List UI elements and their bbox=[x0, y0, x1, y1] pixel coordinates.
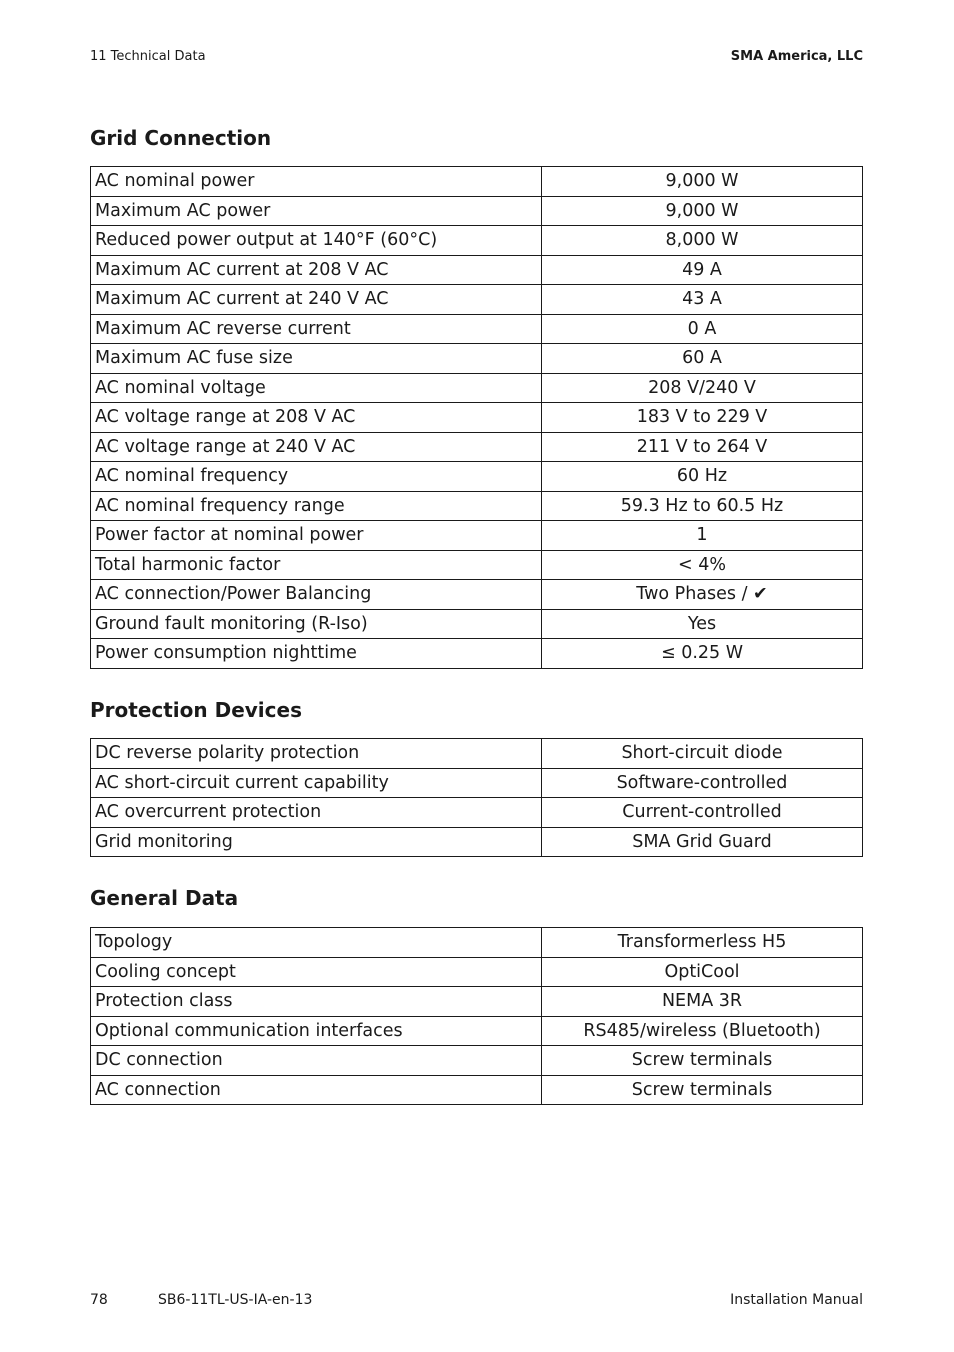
footer-manual-type: Installation Manual bbox=[730, 1292, 863, 1308]
row-value: 59.3 Hz to 60.5 Hz bbox=[542, 491, 863, 521]
row-value: Two Phases / ✔ bbox=[542, 580, 863, 610]
row-value: Screw terminals bbox=[542, 1075, 863, 1105]
protection-devices-title: Protection Devices bbox=[90, 698, 302, 722]
row-value: OptiCool bbox=[542, 957, 863, 987]
grid-connection-table bbox=[90, 166, 863, 669]
footer-page-number: 78 bbox=[90, 1292, 108, 1308]
table-row bbox=[91, 987, 863, 1017]
row-label: AC voltage range at 208 V AC bbox=[91, 403, 542, 433]
row-label: Maximum AC current at 208 V AC bbox=[91, 255, 542, 285]
row-label: Maximum AC fuse size bbox=[91, 344, 542, 374]
row-value: 208 V/240 V bbox=[542, 373, 863, 403]
row-label: Cooling concept bbox=[91, 957, 542, 987]
row-label: AC short-circuit current capability bbox=[91, 768, 542, 798]
row-label: Protection class bbox=[91, 987, 542, 1017]
grid-connection-rows bbox=[91, 167, 863, 669]
table-row bbox=[91, 314, 863, 344]
header-company-name: SMA America, LLC bbox=[730, 49, 863, 64]
table-row bbox=[91, 739, 863, 769]
row-value: Yes bbox=[542, 609, 863, 639]
row-label: AC nominal power bbox=[91, 167, 542, 197]
table-row bbox=[91, 196, 863, 226]
table-row bbox=[91, 521, 863, 551]
row-label: AC voltage range at 240 V AC bbox=[91, 432, 542, 462]
row-value: 9,000 W bbox=[542, 196, 863, 226]
table-row bbox=[91, 167, 863, 197]
row-label: Maximum AC reverse current bbox=[91, 314, 542, 344]
row-label: Ground fault monitoring (R-Iso) bbox=[91, 609, 542, 639]
row-value: 43 A bbox=[542, 285, 863, 315]
table-row bbox=[91, 373, 863, 403]
row-value: 1 bbox=[542, 521, 863, 551]
row-value: 0 A bbox=[542, 314, 863, 344]
protection-devices-table bbox=[90, 738, 863, 857]
table-row bbox=[91, 255, 863, 285]
table-row bbox=[91, 432, 863, 462]
row-value: Short-circuit diode bbox=[542, 739, 863, 769]
row-label: Total harmonic factor bbox=[91, 550, 542, 580]
row-value: ≤ 0.25 W bbox=[542, 639, 863, 669]
table-row bbox=[91, 550, 863, 580]
row-label: Topology bbox=[91, 928, 542, 958]
table-row bbox=[91, 344, 863, 374]
row-label: AC nominal frequency range bbox=[91, 491, 542, 521]
table-row bbox=[91, 768, 863, 798]
row-value: Current-controlled bbox=[542, 798, 863, 828]
row-value: 60 A bbox=[542, 344, 863, 374]
table-row bbox=[91, 827, 863, 857]
grid-connection-title: Grid Connection bbox=[90, 126, 272, 150]
row-label: AC nominal voltage bbox=[91, 373, 542, 403]
row-value: Screw terminals bbox=[542, 1046, 863, 1076]
row-label: Grid monitoring bbox=[91, 827, 542, 857]
row-label: Power factor at nominal power bbox=[91, 521, 542, 551]
table-row bbox=[91, 609, 863, 639]
row-label: DC connection bbox=[91, 1046, 542, 1076]
row-label: Optional communication interfaces bbox=[91, 1016, 542, 1046]
row-label: AC connection bbox=[91, 1075, 542, 1105]
general-data-rows bbox=[91, 928, 863, 1105]
row-value: < 4% bbox=[542, 550, 863, 580]
row-label: Maximum AC current at 240 V AC bbox=[91, 285, 542, 315]
table-row bbox=[91, 798, 863, 828]
row-value: RS485/wireless (Bluetooth) bbox=[542, 1016, 863, 1046]
table-row bbox=[91, 957, 863, 987]
row-label: AC connection/Power Balancing bbox=[91, 580, 542, 610]
table-row bbox=[91, 1046, 863, 1076]
footer-document-code: SB6-11TL-US-IA-en-13 bbox=[158, 1292, 313, 1308]
row-value: Software-controlled bbox=[542, 768, 863, 798]
table-row bbox=[91, 226, 863, 256]
row-value: SMA Grid Guard bbox=[542, 827, 863, 857]
table-row bbox=[91, 639, 863, 669]
row-label: Maximum AC power bbox=[91, 196, 542, 226]
general-data-title: General Data bbox=[90, 886, 239, 910]
row-label: AC overcurrent protection bbox=[91, 798, 542, 828]
table-row bbox=[91, 491, 863, 521]
table-row bbox=[91, 1075, 863, 1105]
row-value: Transformerless H5 bbox=[542, 928, 863, 958]
table-row bbox=[91, 928, 863, 958]
table-row bbox=[91, 403, 863, 433]
table-row bbox=[91, 462, 863, 492]
general-data-table bbox=[90, 927, 863, 1105]
table-row bbox=[91, 1016, 863, 1046]
row-value: 49 A bbox=[542, 255, 863, 285]
protection-devices-rows bbox=[91, 739, 863, 857]
table-row bbox=[91, 285, 863, 315]
row-value: 60 Hz bbox=[542, 462, 863, 492]
row-value: 211 V to 264 V bbox=[542, 432, 863, 462]
row-label: AC nominal frequency bbox=[91, 462, 542, 492]
row-value: 183 V to 229 V bbox=[542, 403, 863, 433]
row-label: Power consumption nighttime bbox=[91, 639, 542, 669]
row-value: 9,000 W bbox=[542, 167, 863, 197]
row-label: Reduced power output at 140°F (60°C) bbox=[91, 226, 542, 256]
row-value: NEMA 3R bbox=[542, 987, 863, 1017]
row-value: 8,000 W bbox=[542, 226, 863, 256]
table-row bbox=[91, 580, 863, 610]
row-label: DC reverse polarity protection bbox=[91, 739, 542, 769]
header-section-label: 11 Technical Data bbox=[90, 49, 206, 64]
